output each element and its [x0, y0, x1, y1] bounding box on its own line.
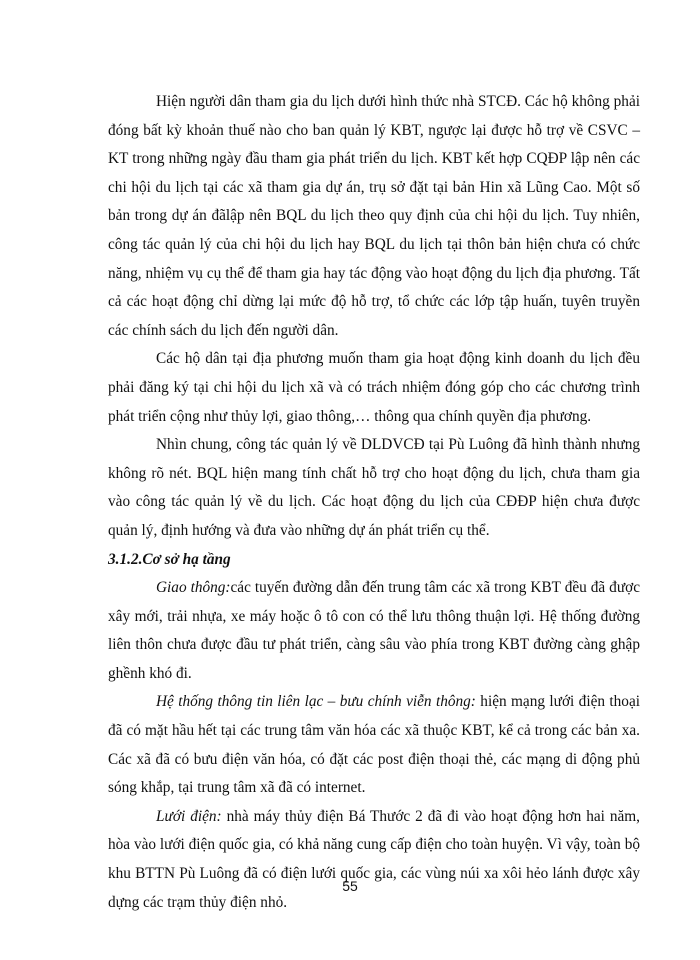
document-body: [108, 88, 640, 917]
paragraph-community-tourism-management: Hiện người dân tham gia du lịch dưới hình thức nhà STCĐ. Các hộ không phải đóng bất kỳ khoản thuế nào cho ban quản lý KBT, ngược lại được hỗ trợ về CSVC – KT trong những ngày đầu tham gia phát triển du lịch. KBT kết hợp CQĐP lập nên các chi hội du lịch tại các xã tham gia dự án, trụ sở đặt tại bản Hin xã Lũng Cao. Một số bản trong dự án đãlập nên BQL du lịch theo quy định của chi hội du lịch. Tuy nhiên, công tác quản lý của chi hội du lịch hay BQL du lịch tại thôn bản hiện chưa có chức năng, nhiệm vụ cụ thể để tham gia hay tác động vào hoạt động du lịch địa phương. Tất cả các hoạt động chỉ dừng lại mức độ hỗ trợ, tổ chức các lớp tập huấn, tuyên truyền các chính sách du lịch đến người dân.: [108, 93, 640, 339]
text-transport: các tuyến đường dẫn đến trung tâm các xã trong KBT đều đã được xây mới, trải nhựa, xe máy hoặc ô tô con có thể lưu thông thuận lợi. Hệ thống đường liên thôn chưa được đầu tư phát triển, càng sâu vào phía trong KBT đường càng ghập ghềnh khó đi.: [108, 579, 640, 682]
lead-power-grid: Lưới điện:: [156, 807, 222, 825]
text-telecom: hiện mạng lưới điện thoại đã có mặt hầu hết tại các trung tâm văn hóa các xã thuộc KBT, kể cả trong các bản xa. Các xã đã có bưu điện văn hóa, có đặt các post điện thoại thẻ, các mạng di động phủ sóng khắp, tại trung tâm xã đã có internet.: [108, 693, 640, 797]
lead-telecom: Hệ thống thông tin liên lạc – bưu chính viễn thông:: [156, 693, 476, 711]
paragraph-power-grid: [108, 803, 640, 917]
lead-transport: Giao thông:: [156, 579, 231, 597]
section-heading-infrastructure: 3.1.2.Cơ sở hạ tầng: [108, 550, 231, 568]
paragraph-telecom: [108, 688, 640, 802]
paragraph-household-registration: Các hộ dân tại địa phương muốn tham gia hoạt động kinh doanh du lịch đều phải đăng ký tại chi hội du lịch xã và có trách nhiệm đóng góp cho các chương trình phát triển cộng như thủy lợi, giao thông,… thông qua chính quyền địa phương.: [108, 350, 640, 425]
paragraph-management-overview: Nhìn chung, công tác quản lý về DLDVCĐ tại Pù Luông đã hình thành nhưng không rõ nét. BQL hiện mang tính chất hỗ trợ cho hoạt động du lịch, chưa tham gia vào công tác quản lý về du lịch. Các hoạt động du lịch của CĐĐP hiện chưa được quản lý, định hướng và đưa vào những dự án phát triển cụ thể.: [108, 436, 640, 539]
text-power-grid: nhà máy thủy điện Bá Thước 2 đã đi vào hoạt động hơn hai năm, hòa vào lưới điện quốc gia, có khả năng cung cấp điện cho toàn huyện. Vì vậy, toàn bộ khu BTTN Pù Luông đã có điện lưới quốc gia, các vùng núi xa xôi hẻo lánh được xây dựng các trạm thủy điện nhỏ.: [108, 807, 640, 911]
paragraph-transport: [108, 574, 640, 688]
page-number: 55: [342, 878, 358, 894]
